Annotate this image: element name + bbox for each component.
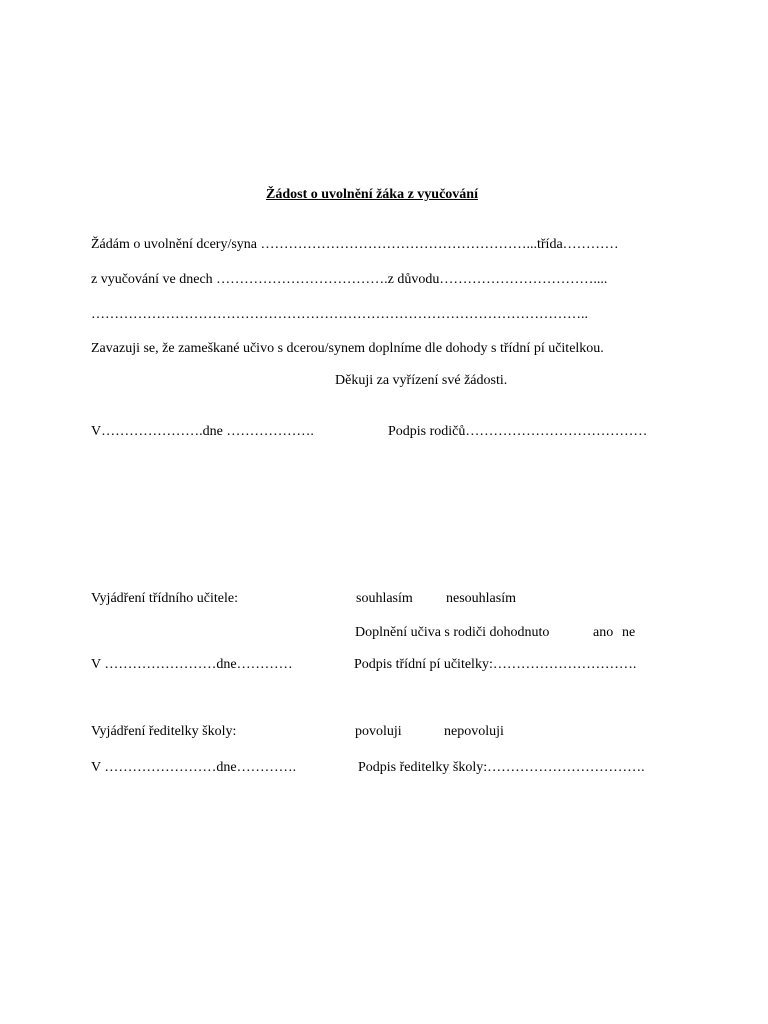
teacher-statement-label: Vyjádření třídního učitele:: [91, 591, 238, 606]
completion-yes: ano: [593, 625, 614, 640]
director-option-deny: nepovoluji: [444, 724, 504, 739]
teacher-signature: Podpis třídní pí učitelky:………………………….: [354, 657, 637, 672]
parent-signature: Podpis rodičů…………………………………: [388, 424, 648, 439]
promise-line: Zavazuji se, že zameškané učivo s dcerou/synem doplníme dle dohody s třídní pí učitelkou.: [91, 341, 604, 356]
teacher-option-agree: souhlasím: [356, 591, 413, 606]
request-line: Žádám o uvolnění dcery/syna …………………………………………………...třída…………: [91, 237, 619, 252]
thanks-line: Děkuji za vyřízení své žádosti.: [335, 373, 508, 388]
director-option-allow: povoluji: [355, 724, 402, 739]
teacher-option-disagree: nesouhlasím: [446, 591, 516, 606]
director-place-date: V ……………………dne………….: [91, 760, 297, 775]
document-title: Žádost o uvolnění žáka z vyučování: [266, 187, 478, 202]
teacher-place-date: V ……………………dne…………: [91, 657, 293, 672]
director-statement-label: Vyjádření ředitelky školy:: [91, 724, 237, 739]
dotted-fill-line: ……………………………………………………………………………………………..: [91, 307, 588, 322]
completion-label: Doplnění učiva s rodiči dohodnuto: [355, 625, 550, 640]
director-signature: Podpis ředitelky školy:…………………………….: [358, 760, 645, 775]
completion-no: ne: [622, 625, 636, 640]
dates-reason-line: z vyučování ve dnech ……………………………….z důvodu……………………………....: [91, 272, 608, 287]
parent-place-date: V………………….dne ……………….: [91, 424, 314, 439]
